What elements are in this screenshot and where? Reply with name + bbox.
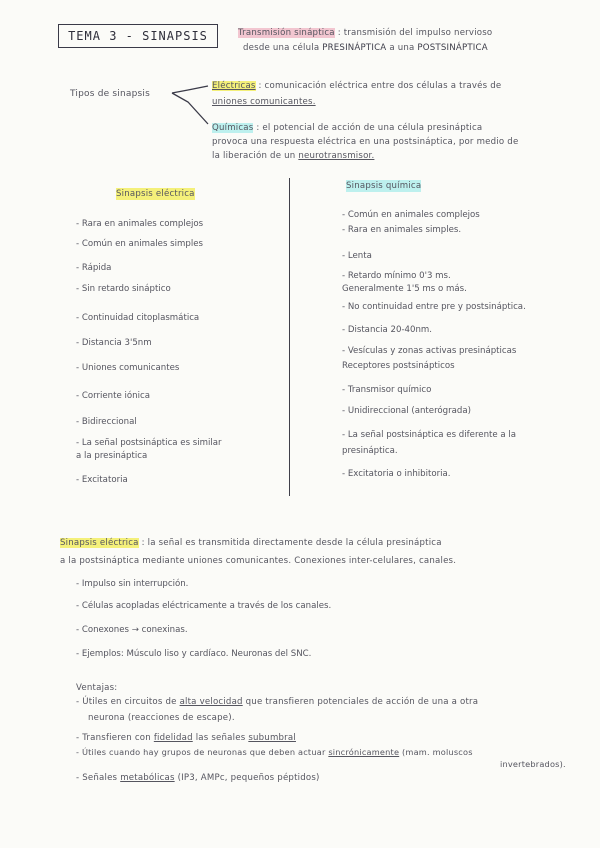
advantage-text: - Útiles cuando hay grupos de neuronas que deben actuar: [76, 747, 326, 757]
postsinaptica-term: POSTSINÁPTICA: [417, 43, 488, 53]
chemical-def-pre: la liberación de un: [212, 151, 296, 161]
list-item: - Uniones comunicantes: [76, 363, 180, 373]
advantage-item-cont: invertebrados).: [500, 759, 566, 769]
chemical-def-line2: provoca una respuesta eléctrica en una postsináptica, por medio de: [212, 137, 519, 147]
electrical-detail-line2: a la postsináptica mediante uniones comunicantes. Conexiones inter-celulares, canales.: [60, 556, 457, 566]
list-item: - Continuidad citoplasmática: [76, 313, 200, 323]
electrical-detail-text1: : la señal es transmitida directamente desde la célula presináptica: [141, 538, 442, 548]
advantage-text: (IP3, AMPc, pequeños péptidos): [177, 773, 320, 783]
advantage-text: las señales: [195, 733, 246, 743]
advantage-text: - Señales: [76, 773, 118, 783]
list-item: - Rápida: [76, 263, 112, 273]
definition-line2: [243, 42, 488, 54]
list-item: - Excitatoria o inhibitoria.: [342, 469, 451, 479]
electrical-detail-line1: [60, 537, 442, 549]
list-item: - Corriente iónica: [76, 391, 150, 401]
presinaptica-term: PRESINÁPTICA: [322, 43, 387, 53]
list-item: - Común en animales simples: [76, 239, 204, 249]
metabolicas-term: metabólicas: [120, 773, 175, 783]
definition-line1: [238, 27, 492, 39]
list-item: - Retardo mínimo 0'3 ms.: [342, 271, 451, 281]
list-item: - Lenta: [342, 251, 372, 261]
list-item: - La señal postsináptica es diferente a la: [342, 430, 517, 440]
list-item: - Conexones → conexinas.: [76, 625, 188, 635]
list-item: - Transmisor químico: [342, 385, 432, 395]
list-item: - Excitatoria: [76, 475, 128, 485]
list-item: - No continuidad entre pre y postsináptica.: [342, 302, 526, 312]
list-item: - Sin retardo sináptico: [76, 284, 171, 294]
list-item: - Rara en animales simples.: [342, 225, 462, 235]
definition-term: Transmisión sináptica: [238, 28, 335, 38]
chemical-col-heading: Sinapsis química: [346, 181, 422, 191]
definition-pre: desde una célula: [243, 43, 320, 53]
list-item: - Distancia 20-40nm.: [342, 325, 433, 335]
advantage-item: [76, 746, 473, 758]
alta-velocidad-term: alta velocidad: [179, 697, 243, 707]
list-item: - Vesículas y zonas activas presinápticas: [342, 346, 517, 356]
list-item: a la presináptica: [76, 451, 148, 461]
chemical-def-text1: : el potencial de acción de una célula presináptica: [256, 123, 483, 133]
list-item: - Bidireccional: [76, 417, 137, 427]
electrical-term: Eléctricas: [212, 81, 256, 91]
advantage-text: - Transfieren con: [76, 733, 151, 743]
list-item: - Común en animales complejos: [342, 210, 480, 220]
types-label: Tipos de sinapsis: [70, 89, 151, 99]
advantage-text: - Útiles en circuitos de: [76, 697, 177, 707]
advantage-text: (mam. moluscos: [402, 747, 473, 757]
list-item: Generalmente 1'5 ms o más.: [342, 284, 467, 294]
list-item: presináptica.: [342, 446, 398, 456]
page-title: TEMA 3 - SINAPSIS: [58, 24, 218, 48]
advantage-item: [76, 732, 296, 744]
electrical-def-text: : comunicación eléctrica entre dos células a través de: [258, 81, 502, 91]
advantage-text: que transfieren potenciales de acción de una a otra: [245, 697, 479, 707]
list-item: - La señal postsináptica es similar: [76, 438, 222, 448]
subumbral-term: subumbral: [248, 733, 296, 743]
definition-mid: a una: [389, 43, 415, 53]
sincronicamente-term: sincrónicamente: [328, 747, 400, 757]
list-item: - Distancia 3'5nm: [76, 338, 152, 348]
electrical-col-heading: Sinapsis eléctrica: [116, 189, 195, 199]
list-item: - Ejemplos: Músculo liso y cardíaco. Neuronas del SNC.: [76, 649, 312, 659]
chemical-term: Químicas: [212, 123, 254, 133]
electrical-detail-heading: Sinapsis eléctrica: [60, 538, 139, 548]
definition-text: : transmisión del impulso nervioso: [337, 28, 493, 38]
neurotransmisor-term: neurotransmisor.: [298, 151, 375, 161]
column-divider: [289, 178, 290, 496]
electrical-def-line1: [212, 80, 501, 92]
advantage-item-cont: neurona (reacciones de escape).: [88, 713, 235, 723]
advantages-heading: Ventajas:: [76, 683, 118, 693]
electrical-def-line2: uniones comunicantes.: [212, 97, 316, 107]
chemical-def-line3: [212, 150, 374, 162]
list-item: - Impulso sin interrupción.: [76, 579, 189, 589]
list-item: - Células acopladas eléctricamente a través de los canales.: [76, 601, 332, 611]
brace-icon: [168, 80, 212, 130]
list-item: - Unidireccional (anterógrada): [342, 406, 472, 416]
list-item: Receptores postsinápticos: [342, 361, 455, 371]
advantage-item: [76, 696, 478, 708]
chemical-def-line1: [212, 122, 482, 134]
fidelidad-term: fidelidad: [153, 733, 193, 743]
advantage-item: [76, 772, 320, 784]
list-item: - Rara en animales complejos: [76, 219, 204, 229]
